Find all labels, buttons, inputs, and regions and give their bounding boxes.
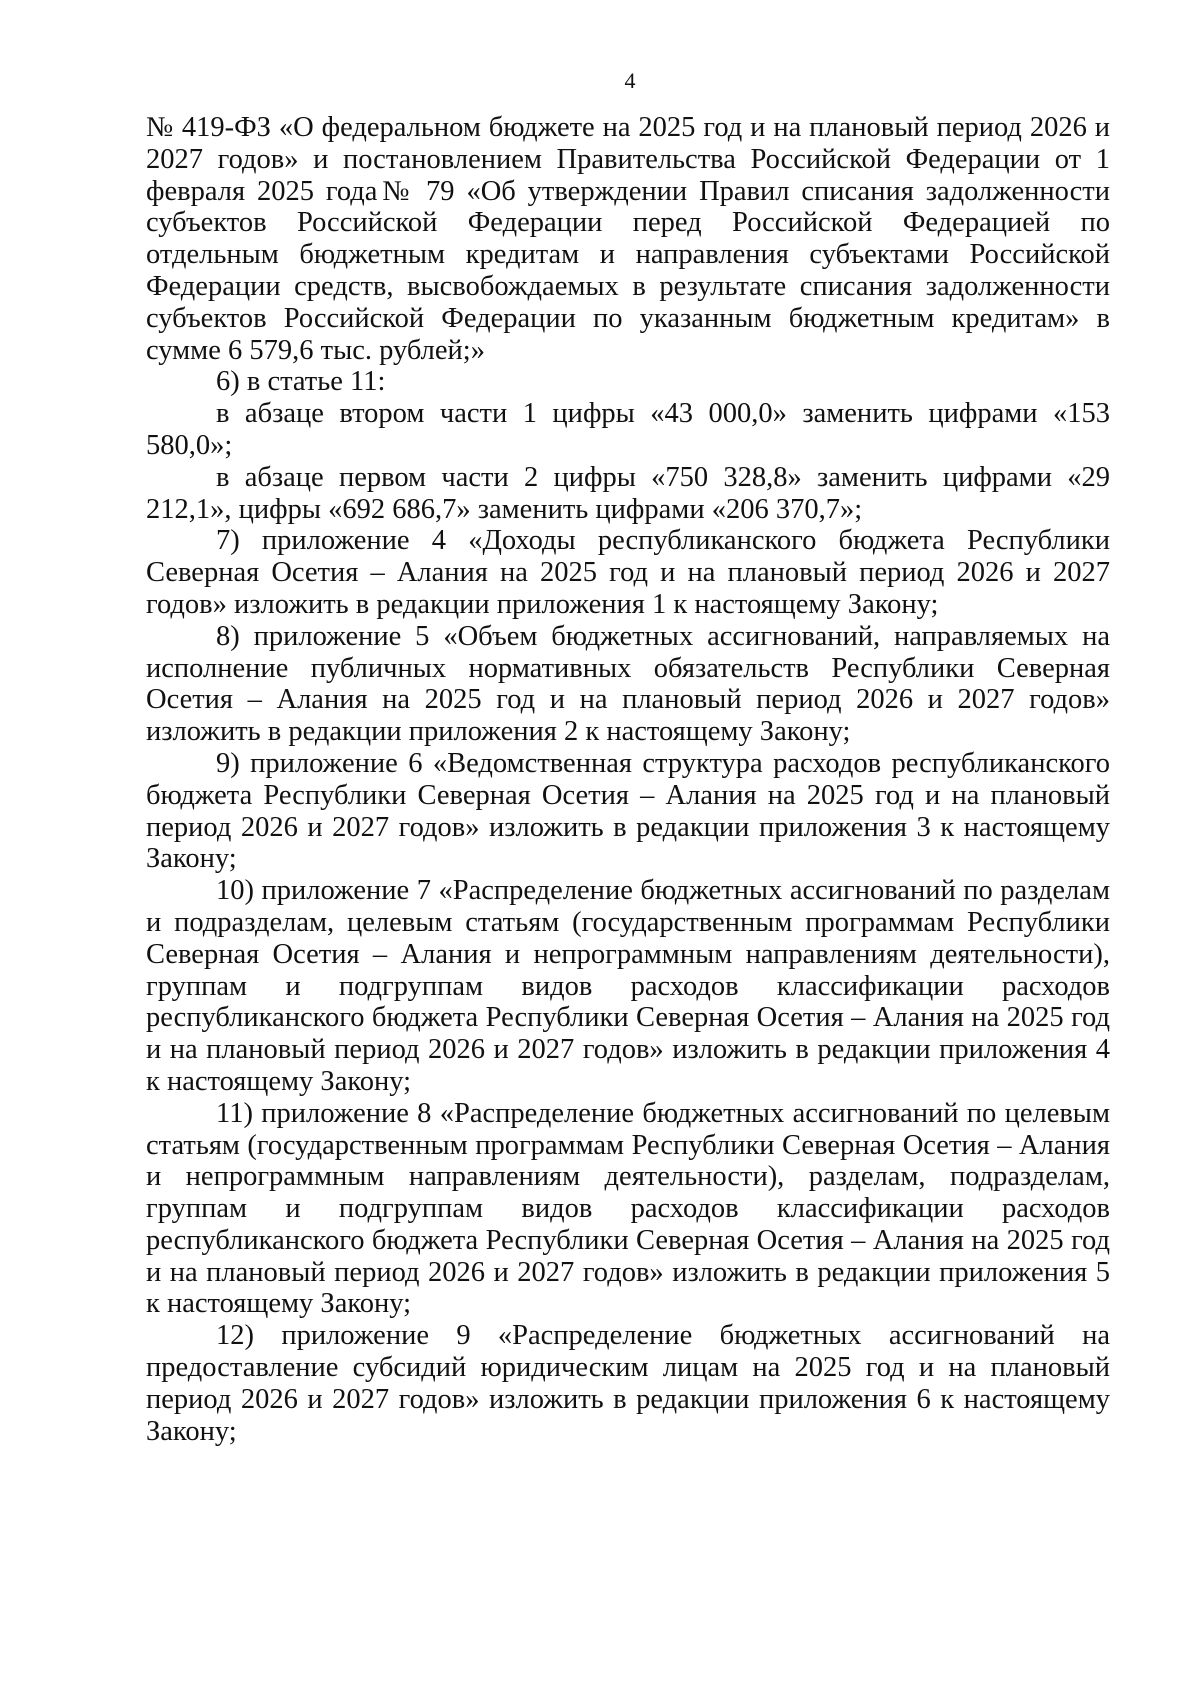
document-body bbox=[146, 112, 1110, 1447]
paragraph-item-10: 10) приложение 7 «Распределение бюджетных ассигнований по разделам и подразделам, целевым статьям (государственным программам Республики Северная Осетия – Алания и непрограммным направлениям деятельности), группам и подгруппам видов расходов классификации расходов республиканского бюджета Республики Северная Осетия – Алания на 2025 год и на плановый период 2026 и 2027 годов» изложить в редакции приложения 4 к настоящему Закону; bbox=[146, 875, 1110, 1097]
paragraph-item-6-part-2: в абзаце первом части 2 цифры «750 328,8» заменить цифрами «29 212,1», цифры «692 686,7» заменить цифрами «206 370,7»; bbox=[146, 461, 1110, 525]
paragraph-item-6: 6) в статье 11: bbox=[216, 366, 386, 398]
paragraph-item-6-part-1: в абзаце втором части 1 цифры «43 000,0» заменить цифрами «153 580,0»; bbox=[146, 398, 1110, 461]
paragraph-item-8: 8) приложение 5 «Объем бюджетных ассигнований, направляемых на исполнение публичных нормативных обязательств Республики Северная Осетия – Алания на 2025 год и на плановый период 2026 и 2027 годов» изложить в редакции приложения 2 к настоящему Закону; bbox=[146, 620, 1110, 748]
paragraph-item-11: 11) приложение 8 «Распределение бюджетных ассигнований по целевым статьям (государственным программам Республики Северная Осетия – Алания и непрограммным направлениям деятельности), разделам, подразделам, группам и подгруппам видов расходов классификации расходов республиканского бюджета Республики Северная Осетия – Алания на 2025 год и на плановый период 2026 и 2027 годов» изложить в редакции приложения 5 к настоящему Закону; bbox=[146, 1097, 1110, 1320]
paragraph-item-9: 9) приложение 6 «Ведомственная структура расходов республиканского бюджета Республики Северная Осетия – Алания на 2025 год и на плановый период 2026 и 2027 годов» изложить в редакции приложения 3 к настоящему Закону; bbox=[146, 747, 1110, 875]
paragraph-continuation: № 419-ФЗ «О федеральном бюджете на 2025 год и на плановый период 2026 и 2027 годов» и постановлением Правительства Российской Федерации от 1 февраля 2025 года№ 79 «Об утверждении Правил списания задолженности субъектов Российской Федерации перед Российской Федерацией по отдельным бюджетным кредитам и направления субъектами Российской Федерации средств, высвобождаемых в результате списания задолженности субъектов Российской Федерации по указанным бюджетным кредитам» в сумме 6 579,6 тыс. рублей;» bbox=[146, 112, 1110, 366]
page-number: 4 bbox=[624, 68, 636, 93]
paragraph-item-12: 12) приложение 9 «Распределение бюджетных ассигнований на предоставление субсидий юридическим лицам на 2025 год и на плановый период 2026 и 2027 годов» изложить в редакции приложения 6 к настоящему Закону; bbox=[146, 1320, 1110, 1447]
paragraph-item-7: 7) приложение 4 «Доходы республиканского бюджета Республики Северная Осетия – Алания на 2025 год и на плановый период 2026 и 2027 годов» изложить в редакции приложения 1 к настоящему Закону; bbox=[146, 525, 1110, 620]
